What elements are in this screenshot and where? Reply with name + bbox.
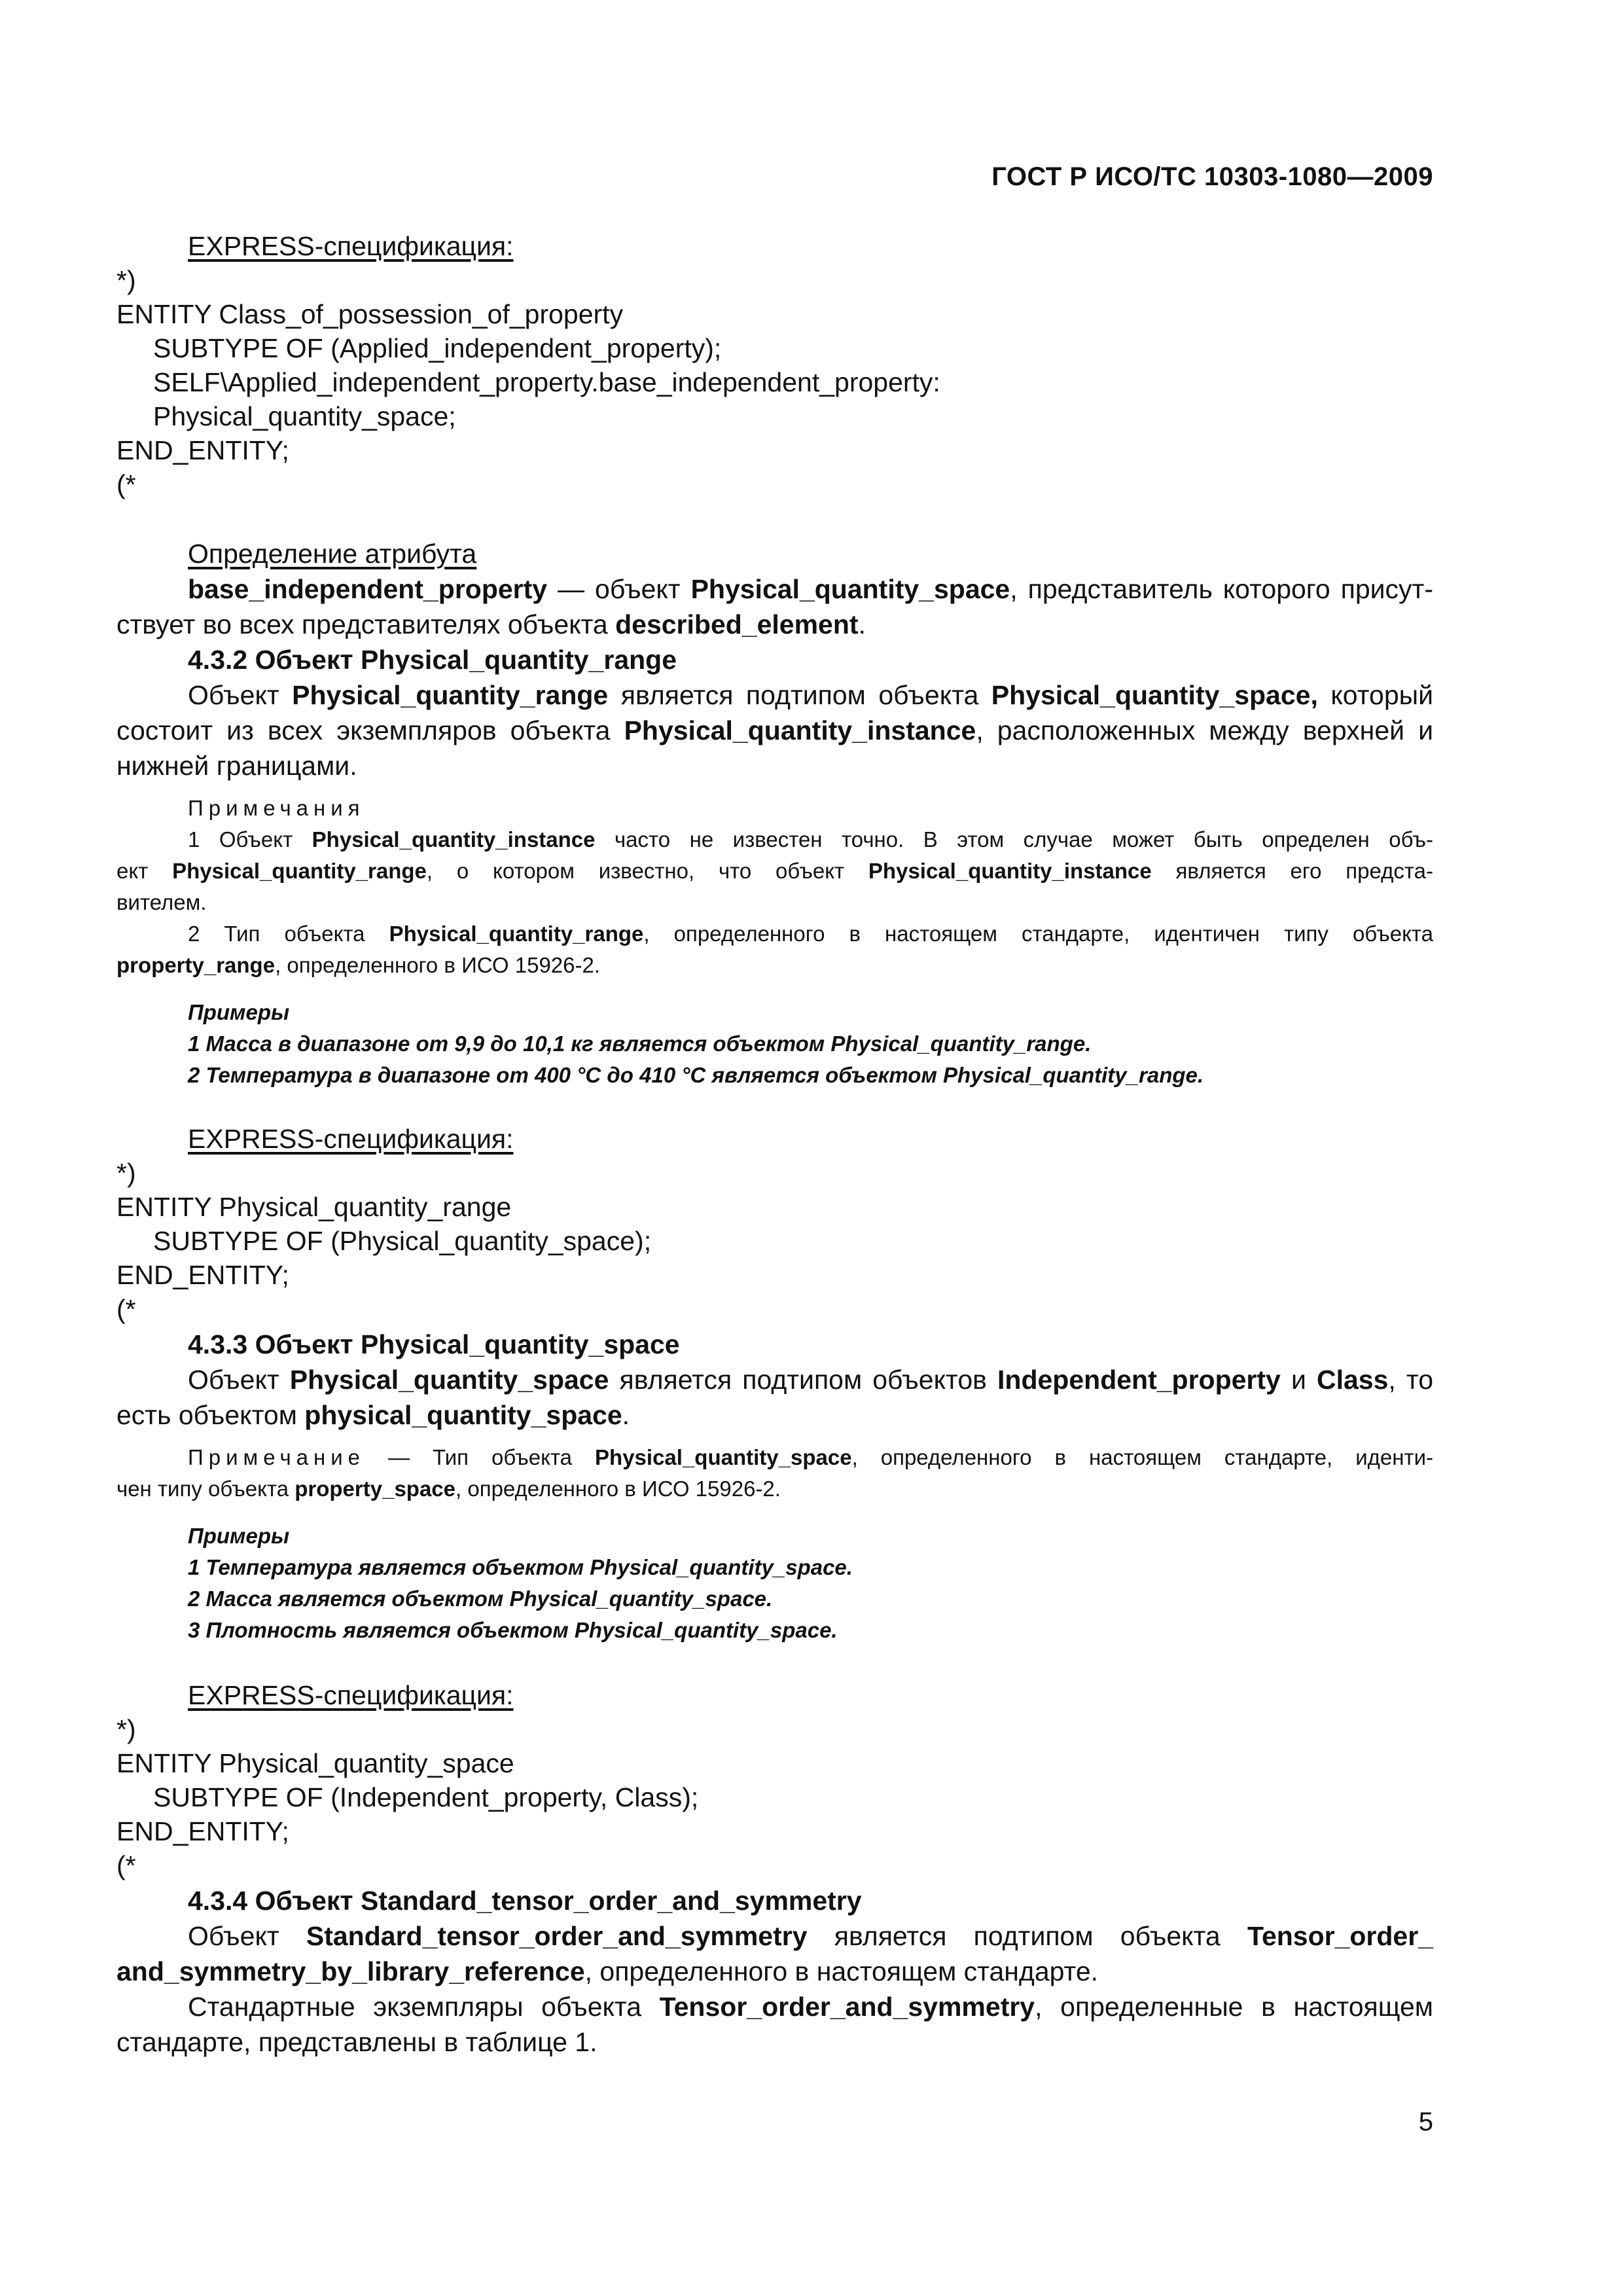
attribute-heading: Определение атрибута: [188, 539, 477, 569]
type-line: Physical_quantity_space;: [153, 401, 456, 431]
end-entity-line: END_ENTITY;: [116, 1260, 289, 1290]
close-comment: (*: [116, 1850, 136, 1880]
end-entity-line: END_ENTITY;: [116, 435, 289, 465]
paragraph-line: Объект Standard_tensor_order_and_symmetry является подтипом объекта Tensor_order_: [188, 1921, 1433, 1951]
express-label: EXPRESS-спецификация:: [188, 1124, 514, 1154]
express-label: EXPRESS-спецификация:: [188, 1680, 514, 1710]
entity-line: ENTITY Physical_quantity_range: [116, 1192, 512, 1222]
document-header: ГОСТ Р ИСО/ТС 10303-1080—2009: [991, 162, 1433, 191]
paragraph-line: есть объектом physical_quantity_space.: [116, 1400, 630, 1430]
end-entity-line: END_ENTITY;: [116, 1816, 289, 1846]
note-line: вителем.: [116, 890, 207, 914]
entity-line: ENTITY Class_of_possession_of_property: [116, 299, 624, 329]
example-line: 1 Масса в диапазоне от 9,9 до 10,1 кг является объектом Physical_quantity_range.: [188, 1031, 1092, 1056]
notes-label: Примечания: [188, 796, 365, 820]
examples-label: Примеры: [188, 1524, 290, 1548]
page-number: 5: [1418, 2108, 1433, 2136]
section-heading: 4.3.2 Объект Physical_quantity_range: [188, 645, 677, 675]
section-heading: 4.3.3 Объект Physical_quantity_space: [188, 1329, 680, 1359]
note-line: чен типу объекта property_space, определенного в ИСО 15926-2.: [116, 1477, 781, 1501]
close-comment: (*: [116, 469, 136, 499]
open-comment: *): [116, 265, 136, 295]
subtype-line: SUBTYPE OF (Applied_independent_property);: [153, 333, 722, 363]
paragraph-line: состоит из всех экземпляров объекта Physical_quantity_instance, расположенных между верхней и: [116, 715, 1434, 745]
subtype-line: SUBTYPE OF (Physical_quantity_space);: [153, 1226, 652, 1256]
example-line: 2 Масса является объектом Physical_quantity_space.: [188, 1587, 773, 1611]
note-line: ект Physical_quantity_range, о котором известно, что объект Physical_quantity_instance является его предста-: [116, 859, 1433, 883]
note-line: 1 Объект Physical_quantity_instance часто не известен точно. В этом случае может быть определен объ-: [188, 827, 1433, 852]
self-line: SELF\Applied_independent_property.base_independent_property:: [153, 367, 940, 397]
paragraph-line: стандарте, представлены в таблице 1.: [116, 2027, 597, 2057]
close-comment: (*: [116, 1294, 136, 1324]
example-line: 2 Температура в диапазоне от 400 °C до 410 °C является объектом Physical_quantity_range.: [188, 1063, 1204, 1087]
attribute-text-line: base_independent_property — объект Physical_quantity_space, представитель которого присут-: [188, 574, 1433, 604]
example-line: 1 Температура является объектом Physical_quantity_space.: [188, 1555, 853, 1579]
attribute-text-line: ствует во всех представителях объекта described_element.: [116, 609, 866, 639]
subtype-line: SUBTYPE OF (Independent_property, Class);: [153, 1782, 699, 1812]
paragraph-line: and_symmetry_by_library_reference, определенного в настоящем стандарте.: [116, 1956, 1099, 1986]
note-line: 2 Тип объекта Physical_quantity_range, определенного в настоящем стандарте, идентичен типу объекта: [188, 922, 1433, 946]
open-comment: *): [116, 1714, 136, 1744]
paragraph-line: нижней границами.: [116, 751, 357, 781]
examples-label: Примеры: [188, 1000, 290, 1024]
section-heading: 4.3.4 Объект Standard_tensor_order_and_symmetry: [188, 1886, 862, 1916]
paragraph-line: Объект Physical_quantity_space является подтипом объектов Independent_property и Class, то: [188, 1365, 1434, 1395]
paragraph-line: Стандартные экземпляры объекта Tensor_order_and_symmetry, определенные в настоящем: [188, 1992, 1433, 2022]
open-comment: *): [116, 1158, 136, 1188]
entity-line: ENTITY Physical_quantity_space: [116, 1748, 514, 1778]
note-line: Примечание — Тип объекта Physical_quantity_space, определенного в настоящем стандарте, иденти-: [188, 1445, 1433, 1469]
example-line: 3 Плотность является объектом Physical_quantity_space.: [188, 1618, 838, 1642]
note-line: property_range, определенного в ИСО 15926-2.: [116, 953, 601, 977]
express-label: EXPRESS-спецификация:: [188, 231, 514, 261]
paragraph-line: Объект Physical_quantity_range является подтипом объекта Physical_quantity_space, который: [188, 680, 1433, 710]
